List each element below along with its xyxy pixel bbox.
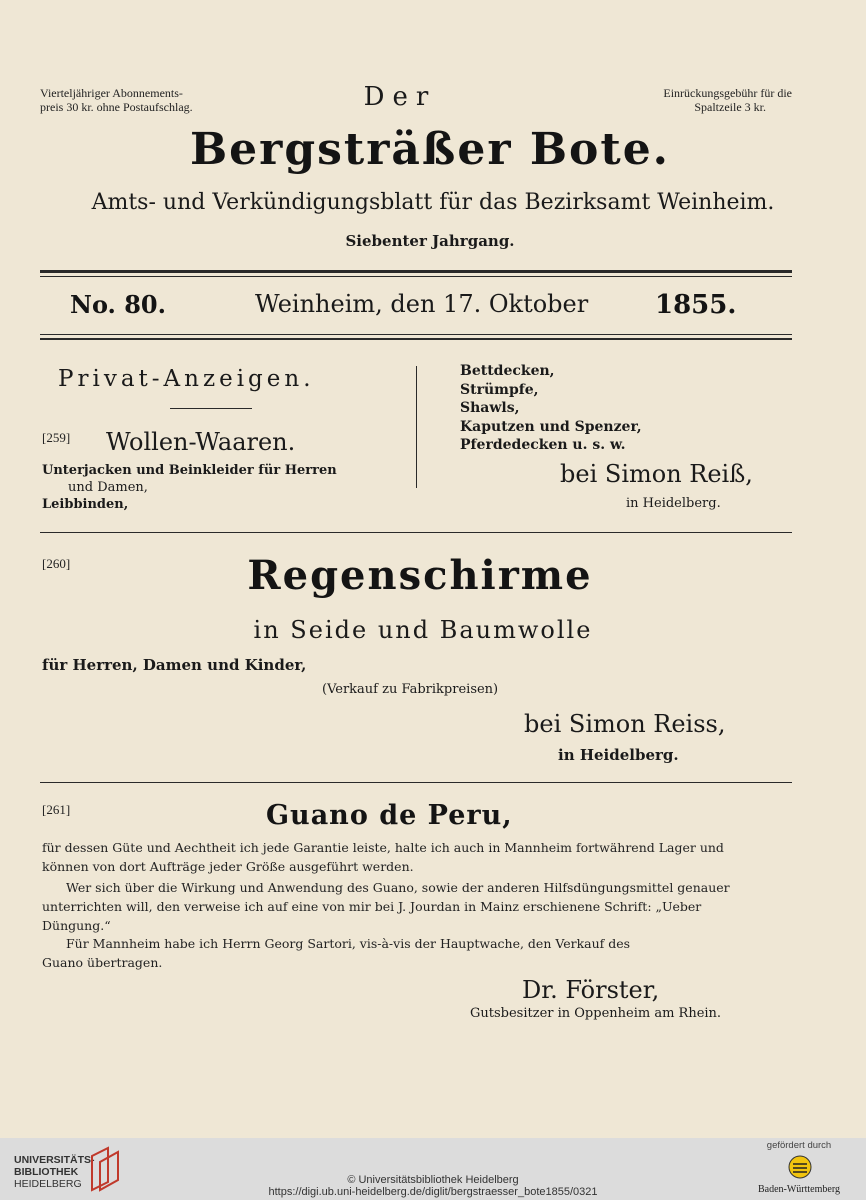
library-logo-icon bbox=[88, 1146, 122, 1192]
funder-emblem-icon bbox=[787, 1154, 813, 1180]
copyright-text: © Universitätsbibliothek Heidelberg bbox=[347, 1174, 519, 1186]
masthead-rule-thin bbox=[40, 276, 792, 277]
masthead-title: Bergsträßer Bote. bbox=[189, 124, 670, 175]
ad261-signature-title: Gutsbesitzer in Oppenheim am Rhein. bbox=[470, 1006, 722, 1021]
ad260-seller-place: in Heidelberg. bbox=[558, 746, 679, 764]
ad261-heading: Guano de Peru, bbox=[266, 800, 513, 831]
masthead-der: Der bbox=[363, 82, 437, 112]
ad261-para3: Für Mannheim habe ich Herrn Georg Sartori, vis-à-vis der Hauptwache, den Verkauf des Guano übertragen. bbox=[42, 936, 631, 970]
section-title: Privat-Anzeigen. bbox=[58, 366, 315, 392]
ad261-para2: Wer sich über die Wirkung und Anwendung des Guano, sowie der anderen Hilfsdüngungsmittel genauer unterrichten will, den verweise ich auf eine von mir bei J. Jourdan in Mainz erschienene Schrift: „Ueber Düngung.“ bbox=[42, 880, 730, 933]
ad259-right-items: Bettdecken, Strümpfe, Shawls, Kaputzen und Spenzer, Pferdedecken u. s. w. bbox=[460, 363, 642, 453]
ad261-id: [261] bbox=[42, 802, 71, 817]
ad260-line3: für Herren, Damen und Kinder, bbox=[42, 656, 307, 674]
ad259-seller-place: in Heidelberg. bbox=[626, 496, 721, 511]
masthead-rule bbox=[40, 270, 792, 273]
insertion-fee-note: Einrückungsgebühr für die Spaltzeile 3 kr. bbox=[663, 86, 792, 114]
funded-by-label: gefördert durch bbox=[766, 1140, 832, 1151]
footer-bar bbox=[0, 1138, 866, 1200]
funder-name: Baden-Württemberg bbox=[757, 1184, 840, 1195]
ad-separator-2 bbox=[40, 782, 792, 783]
column-divider bbox=[416, 366, 417, 488]
ad-separator-1 bbox=[40, 532, 792, 533]
issue-rule-thin bbox=[40, 334, 792, 335]
ad259-seller: bei Simon Reiß, bbox=[560, 460, 753, 488]
masthead-subtitle: Amts- und Verkündigungsblatt für das Bezirksamt Weinheim. bbox=[91, 190, 775, 215]
issue-place-date: Weinheim, den 17. Oktober bbox=[255, 290, 589, 318]
subscription-note: Vierteljähriger Abonnements- preis 30 kr. ohne Postaufschlag. bbox=[40, 86, 193, 114]
ad261-para1: für dessen Güte und Aechtheit ich jede Garantie leiste, halte ich auch in Mannheim fortwährend Lager und können von dort Aufträge jeder Größe ausgeführt werden. bbox=[42, 840, 724, 874]
section-short-rule bbox=[170, 408, 252, 409]
issue-rule bbox=[40, 338, 792, 340]
ad260-line2: in Seide und Baumwolle bbox=[253, 616, 593, 644]
masthead-volume: Siebenter Jahrgang. bbox=[345, 232, 515, 250]
page-url-link[interactable]: https://digi.ub.uni-heidelberg.de/diglit/bergstraesser_bote1855/0321 bbox=[268, 1186, 598, 1198]
ad260-line4: (Verkauf zu Fabrikpreisen) bbox=[322, 682, 499, 697]
library-name: UNIVERSITÄTS- BIBLIOTHEK HEIDELBERG bbox=[14, 1154, 95, 1190]
ad259-items: Unterjacken und Beinkleider für Herren und Damen, Leibbinden, bbox=[42, 463, 337, 512]
ad259-id: [259] bbox=[42, 430, 71, 445]
issue-year: 1855. bbox=[655, 290, 737, 320]
ad260-heading: Regenschirme bbox=[247, 552, 593, 599]
issue-number: No. 80. bbox=[70, 290, 166, 319]
ad261-signature: Dr. Förster, bbox=[522, 976, 660, 1004]
ad260-seller: bei Simon Reiss, bbox=[524, 710, 726, 738]
ad260-id: [260] bbox=[42, 556, 71, 571]
ad259-heading: Wollen-Waaren. bbox=[106, 428, 296, 456]
